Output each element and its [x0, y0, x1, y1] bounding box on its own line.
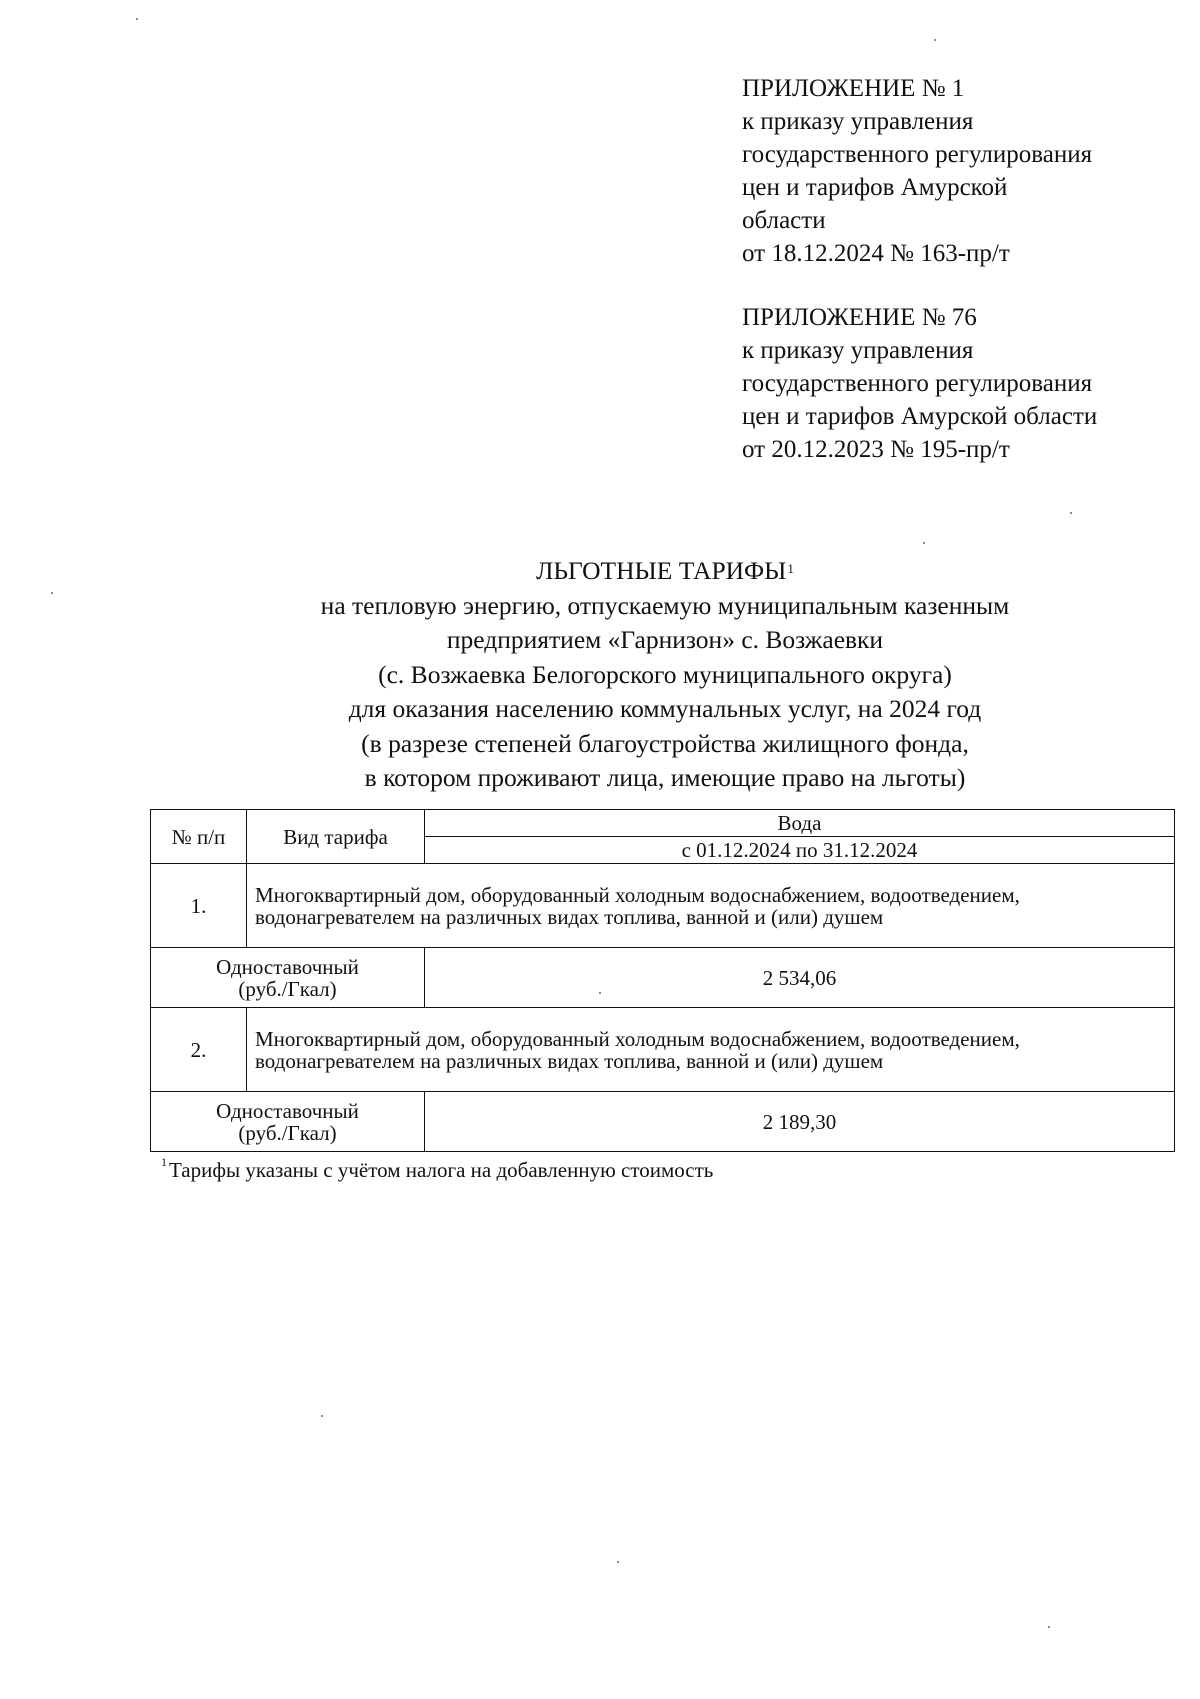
footnote-marker: 1 [787, 561, 794, 576]
tariff-label: Одноставочный [216, 1098, 359, 1123]
scan-speck [51, 592, 53, 594]
scan-speck [1070, 512, 1072, 514]
footnote-number: 1 [161, 1155, 167, 1169]
tariff-value: 2 189,30 [425, 1092, 1175, 1152]
table-row [151, 1008, 1175, 1092]
appendix-line: государственного регулирования [742, 141, 1093, 168]
table-row [151, 864, 1175, 948]
tariff-table [150, 809, 1175, 1152]
scan-speck [617, 1561, 619, 1563]
appendix-line: области [742, 207, 826, 234]
appendix-line: от 20.12.2023 № 195-пр/т [742, 436, 1010, 463]
housing-description: Многоквартирный дом, оборудованный холодным водоснабжением, водоотведением, водонагревателем на различных видах топлива, ванной и (или) душем [247, 864, 1175, 948]
appendix-line: к приказу управления [742, 337, 974, 364]
row-number: 2. [151, 1008, 247, 1092]
header-period: с 01.12.2024 по 31.12.2024 [425, 837, 1175, 864]
tariff-value: 2 534,06 [425, 948, 1175, 1008]
tariff-unit: (руб./Гкал) [238, 1120, 337, 1145]
header-tariff-type: Вид тарифа [247, 810, 425, 864]
header-water: Вода [425, 810, 1175, 837]
scan-speck [136, 18, 138, 20]
appendix-line: цен и тарифов Амурской области [742, 403, 1098, 430]
title-line: (с. Возжаевка Белогорского муниципального округа) [378, 659, 952, 689]
title-line: на тепловую энергию, отпускаемую муниципальным казенным [320, 590, 1010, 620]
tariff-unit: (руб./Гкал) [238, 976, 337, 1001]
table-header-row [151, 810, 1175, 837]
title-heading-text: ЛЬГОТНЫЕ ТАРИФЫ [536, 556, 787, 585]
table-row [151, 948, 1175, 1008]
scan-speck [934, 39, 936, 41]
title-heading [150, 554, 1180, 589]
title-line: (в разрезе степеней благоустройства жилищного фонда, [361, 728, 969, 758]
appendix-line: государственного регулирования [742, 370, 1093, 397]
appendix-1-block [742, 72, 1092, 270]
title-line: предприятием «Гарнизон» с. Возжаевки [446, 625, 884, 654]
scan-speck [1048, 1626, 1050, 1628]
document-title [150, 554, 1180, 796]
tariff-label: Одноставочный [216, 954, 359, 979]
tariff-type-cell [151, 948, 425, 1008]
appendix-line: ПРИЛОЖЕНИЕ № 1 [742, 75, 965, 102]
footnote [160, 1155, 714, 1183]
housing-description: Многоквартирный дом, оборудованный холодным водоснабжением, водоотведением, водонагревателем на различных видах топлива, ванной и (или) душем [247, 1008, 1175, 1092]
header-number: № п/п [151, 810, 247, 864]
row-number: 1. [151, 864, 247, 948]
tariff-type-cell [151, 1092, 425, 1152]
appendix-line: от 18.12.2024 № 163-пр/т [742, 240, 1010, 267]
appendix-76-block [742, 301, 1097, 466]
appendix-line: к приказу управления [742, 108, 974, 135]
appendix-line: ПРИЛОЖЕНИЕ № 76 [742, 304, 977, 331]
scan-speck [923, 542, 925, 544]
table-row [151, 1092, 1175, 1152]
footnote-text: Тарифы указаны с учётом налога на добавленную стоимость [169, 1158, 714, 1182]
scan-speck [321, 1415, 323, 1417]
title-line: в котором проживают лица, имеющие право на льготы) [364, 763, 966, 792]
title-line: для оказания населению коммунальных услуг, на 2024 год [348, 694, 982, 723]
appendix-line: цен и тарифов Амурской [742, 174, 1008, 201]
